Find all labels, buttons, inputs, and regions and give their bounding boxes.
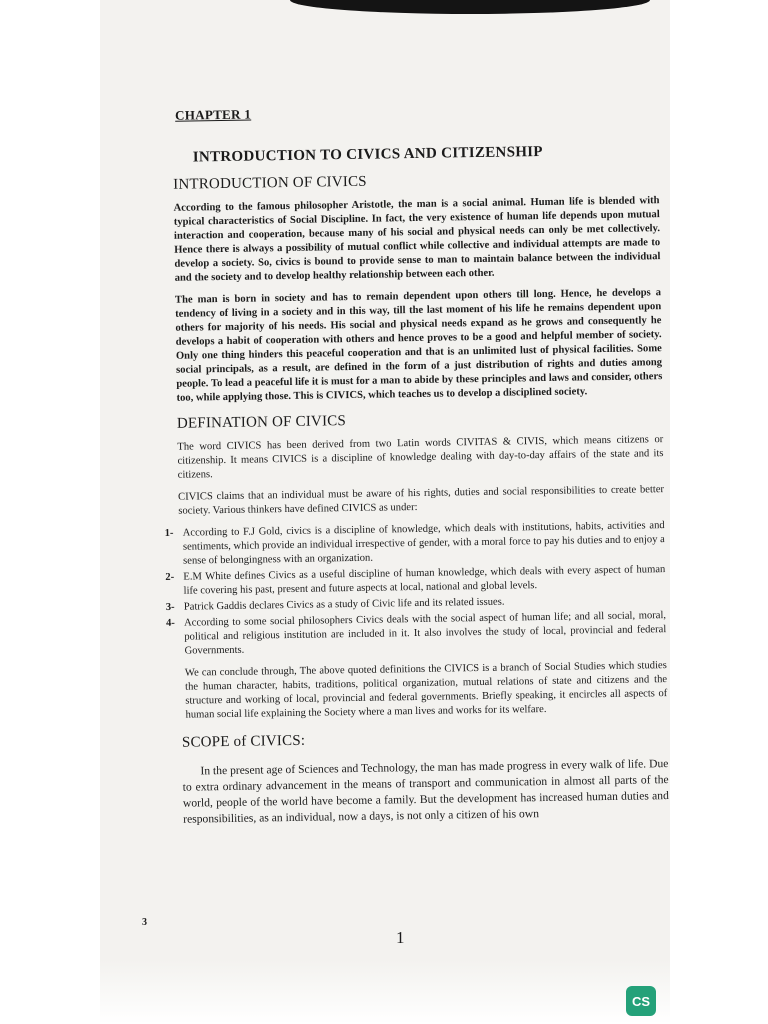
list-number: 3-	[165, 601, 175, 613]
page-title: INTRODUCTION TO CIVICS AND CITIZENSHIP	[192, 143, 543, 166]
list-text: E.M White defines Civics as a useful discipline of human knowledge, which deals with every aspect of human life covering his past, present and future aspects at local, national and global levels.	[183, 564, 666, 597]
list-number: 2-	[165, 571, 175, 583]
list-text: According to some social philosophers Civics deals with the social aspect of human life; and all social, moral, political and religious institution are included in it. It also involves the study of local, provincial and federal Governments.	[184, 610, 667, 657]
definition-paragraph-1: The word CIVICS has been derived from two Latin words CIVITAS & CIVIS, which means citizens or citizenship. It means CIVICS is a discipline of knowledge dealing with day-to-day affairs of the state and its citizens.	[177, 434, 664, 481]
intro-heading: INTRODUCTION OF CIVICS	[173, 173, 367, 193]
intro-paragraph-2: The man is born in society and has to remain dependent upon others till long. Hence, he develops a tendency of living in a society and in this way, till the last moment of his life he remains dependent upon others for majority of his needs. His social and physical needs expand as he grows and consequently he develops a habit of cooperation with others and hence proves to be a good and helpful member of society. Only one thing hinders this peaceful cooperation and that is an unlimited lust of physical facilities. Some social principals, as a result, are defined in the form of a just distribution of rights and duties among people. To lead a peaceful life it is must for a man to abide by these principles and laws and consider, others too, while applying those. This is CIVICS, which teaches us to develop a disciplined society.	[174, 287, 663, 404]
page-content	[158, 100, 669, 836]
margin-mark: 3	[142, 917, 147, 928]
list-text: According to F.J Gold, civics is a discipline of knowledge, which deals with institutions, habits, activities and sentiments, which provide an individual irrespective of gender, with a moral force to pay his duties and to enjoy a sense of belongingness with an organization.	[182, 520, 665, 567]
page-bottom-fade	[100, 960, 670, 1024]
definition-list	[165, 519, 667, 659]
scope-paragraph: In the present age of Sciences and Technology, the man has made progress in every walk of life. Due to extra ordinary advancement in the means of transport and communication in almost all parts of the world, people of the world have become a family. But the development has increased human duties and responsibilities, as an individual, now a days, is not only a citizen of his own	[182, 757, 669, 826]
definition-item	[166, 609, 667, 659]
chapter-label: CHAPTER 1	[174, 106, 252, 123]
definition-item	[165, 519, 666, 569]
scope-heading: SCOPE of CIVICS:	[181, 732, 306, 751]
intro-paragraph-1: According to the famous philosopher Aristotle, the man is a social animal. Human life is blended with typical characteristics of Social Discipline. In fact, the very existence of human life depends upon mutual interaction and cooperation, because many of his social and physical needs can only be met collectively. Hence there is always a possibility of mutual conflict while collective and individual attempts are made to develop a society. So, civics is bound to provide sense to man to maintain balance between the individual and the society and to develop healthy relationship between each other.	[173, 195, 661, 284]
definition-conclusion: We can conclude through, The above quoted definitions the CIVICS is a branch of Social Studies which studies the human character, habits, traditions, political organization, mutual relations of state and citizens and the structure and working of local, provincial and federal governments. Briefly speaking, it encircles all aspects of human social life explaining the Society where a man lives and works for its welfare.	[184, 660, 668, 721]
page-number: 1	[396, 928, 405, 947]
list-number: 4-	[166, 617, 176, 629]
list-number: 1-	[164, 527, 174, 539]
camscanner-logo-badge[interactable]: CS	[626, 986, 656, 1016]
definition-paragraph-2: CIVICS claims that an individual must be aware of his rights, duties and social responsibilities to create better society. Various thinkers have defined CIVICS as under:	[178, 484, 665, 517]
list-text: Patrick Gaddis declares Civics as a study of Civic life and its related issues.	[183, 596, 505, 613]
definition-heading: DEFINATION OF CIVICS	[176, 413, 347, 432]
